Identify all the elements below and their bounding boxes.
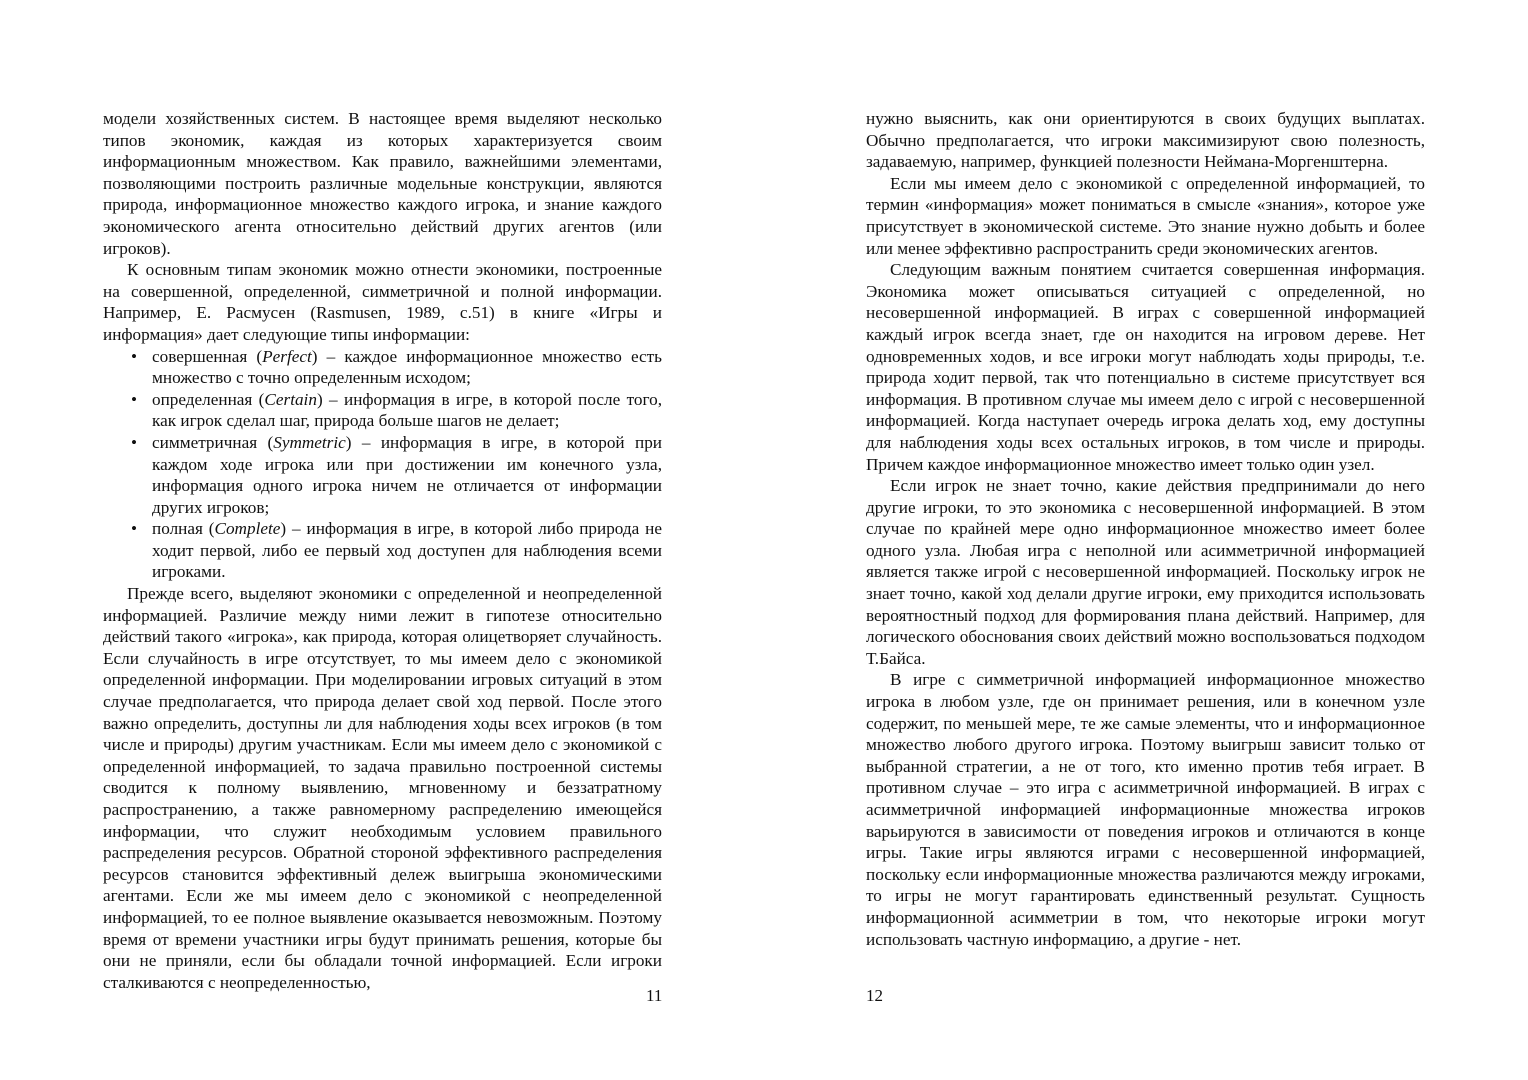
term: полная xyxy=(152,519,203,539)
definition: – каждое информационное множество есть множество с точно определенным исходом; xyxy=(152,346,662,388)
term-english: Complete xyxy=(214,519,281,539)
page-number: 11 xyxy=(646,986,663,1005)
paragraph: Следующим важным понятием считается совершенная информация. Экономика может описываться ситуацией с определенной, но несовершенной информацией. В играх с совершенной информацией каждый игрок всегда знает, где он находится на игровом дереве. Нет одновременных ходов, и все игроки могут наблюдать ходы природы, т.е. природа ходит первой, так что потенциально в системе присутствует вся информация. В противном случае мы имеем дело с игрой с несовершенной информацией. Когда наступает очередь игрока делать ход, ему доступны для наблюдения ходы всех остальных игроков, в том числе и природы. Причем каждое информационное множество имеет только один узел. xyxy=(866,260,1425,474)
right-page xyxy=(866,108,1425,950)
paragraph: К основным типам экономик можно отнести экономики, построенные на совершенной, определенной, симметричной и полной информации. Например, Е. Расмусен (Rasmusen, 1989, с.51) в книге «Игры и информация» дает следующие типы информации: xyxy=(103,260,662,344)
paragraph: В игре с симметричной информацией информационное множество игрока в любом узле, где он принимает решения, или в конечном узле содержит, по меньшей мере, те же самые элементы, что и информационное множество любого другого игрока. Поэтому выигрыш зависит только от выбранной стратегии, а не от того, кто именно против тебя играет. В противном случае – это игра с асимметричной информацией. В играх с асимметричной информацией информационные множества игроков варьируются в зависимости от поведения игроков и отличаются в конце игры. Такие игры являются играми с несовершенной информацией, поскольку если информационные множества различаются между игроками, то игры не могут гарантировать единственный результат. Сущность информационной асимметрии в том, что некоторые игроки могут использовать частную информацию, а другие - нет. xyxy=(866,670,1425,949)
left-page xyxy=(103,108,662,993)
definition: – информация в игре, в которой при каждом ходе игрока или при достижении им конечного узла, информация одного игрока ничем не отличается от информации других игроков; xyxy=(152,432,662,517)
bullet-icon: • xyxy=(130,346,138,366)
list-item: • определенная (Certain) – информация в игре, в которой после того, как игрок сделал шаг, природа больше шагов не делает; xyxy=(130,389,662,431)
list-item: • симметричная (Symmetric) – информация в игре, в которой при каждом ходе игрока или при достижении им конечного узла, информация одного игрока ничем не отличается от информации других игроков; xyxy=(130,432,662,517)
bullet-icon: • xyxy=(130,389,138,409)
term: совершенная xyxy=(152,346,248,366)
paragraph: Прежде всего, выделяют экономики с определенной и неопределенной информацией. Различие между ними лежит в гипотезе относительно действий такого «игрока», как природа, которая олицетворяет случайность. Если случайность в игре отсутствует, то мы имеем дело с экономикой определенной информации. При моделировании игровых ситуаций в этом случае предполагается, что природа делает свой ход первой. После этого важно определить, доступны ли для наблюдения ходы всех игроков (в том числе и природы) другим участникам. Если мы имеем дело с экономикой с определенной информацией, то задача правильно построенной системы сводится к полному выявлению, мгновенному и беззатратному распространению, а также равномерному распределению имеющейся информации, что служит необходимым условием правильного распределения ресурсов. Обратной стороной эффективного распределения ресурсов становится эффективный дележ выигрыша экономическими агентами. Если же мы имеем дело с экономикой с неопределенной информацией, то ее полное выявление оказывается невозможным. Поэтому время от времени участники игры будут принимать решения, которые бы они не приняли, если бы обладали точной информацией. Если игроки сталкиваются с неопределенностью, xyxy=(103,584,662,992)
page-number: 12 xyxy=(866,986,883,1005)
list-item: • совершенная (Perfect) – каждое информационное множество есть множество с точно определенным исходом; xyxy=(130,346,662,388)
bullet-icon: • xyxy=(130,432,138,452)
bullet-icon: • xyxy=(130,519,138,539)
term-english: Symmetric xyxy=(273,432,346,452)
term-english: Perfect xyxy=(262,346,312,366)
term-english: Certain xyxy=(264,389,317,409)
term: симметричная xyxy=(152,432,258,452)
definition: – информация в игре, в которой либо природа не ходит первой, либо ее первый ход доступен для наблюдения всеми игроками. xyxy=(152,519,662,582)
paragraph: модели хозяйственных систем. В настоящее время выделяют несколько типов экономик, каждая из которых характеризуется своим информационным множеством. Как правило, важнейшими элементами, позволяющими построить различные модельные конструкции, являются природа, информационное множество каждого игрока, и знание каждого экономического агента относительно действий других агентов (или игроков). xyxy=(103,109,662,258)
information-types-list xyxy=(103,346,662,584)
definition: – информация в игре, в которой после того, как игрок сделал шаг, природа больше шагов не делает; xyxy=(152,389,662,431)
paragraph: Если игрок не знает точно, какие действия предпринимали до него другие игроки, то это экономика с несовершенной информацией. В этом случае по крайней мере одно информационное множество имеет более одного узла. Любая игра с неполной или асимметричной информацией является также игрой с несовершенной информацией. Поскольку игрок не знает точно, какой ход делали другие игроки, ему приходится использовать вероятностный подход для формирования плана действий. Например, для логического обоснования своих действий можно воспользоваться подходом Т.Байса. xyxy=(866,476,1425,668)
list-item: • полная (Complete) – информация в игре, в которой либо природа не ходит первой, либо ее первый ход доступен для наблюдения всеми игроками. xyxy=(130,519,662,582)
paragraph: нужно выяснить, как они ориентируются в своих будущих выплатах. Обычно предполагается, что игроки максимизируют свою полезность, задаваемую, например, функцией полезности Неймана-Моргенштерна. xyxy=(866,109,1425,172)
term: определенная xyxy=(152,389,253,409)
paragraph: Если мы имеем дело с экономикой с определенной информацией, то термин «информация» может пониматься в смысле «знания», которое уже присутствует в экономической системе. Это знание нужно добыть и более или менее эффективно распространить среди экономических агентов. xyxy=(866,173,1425,258)
